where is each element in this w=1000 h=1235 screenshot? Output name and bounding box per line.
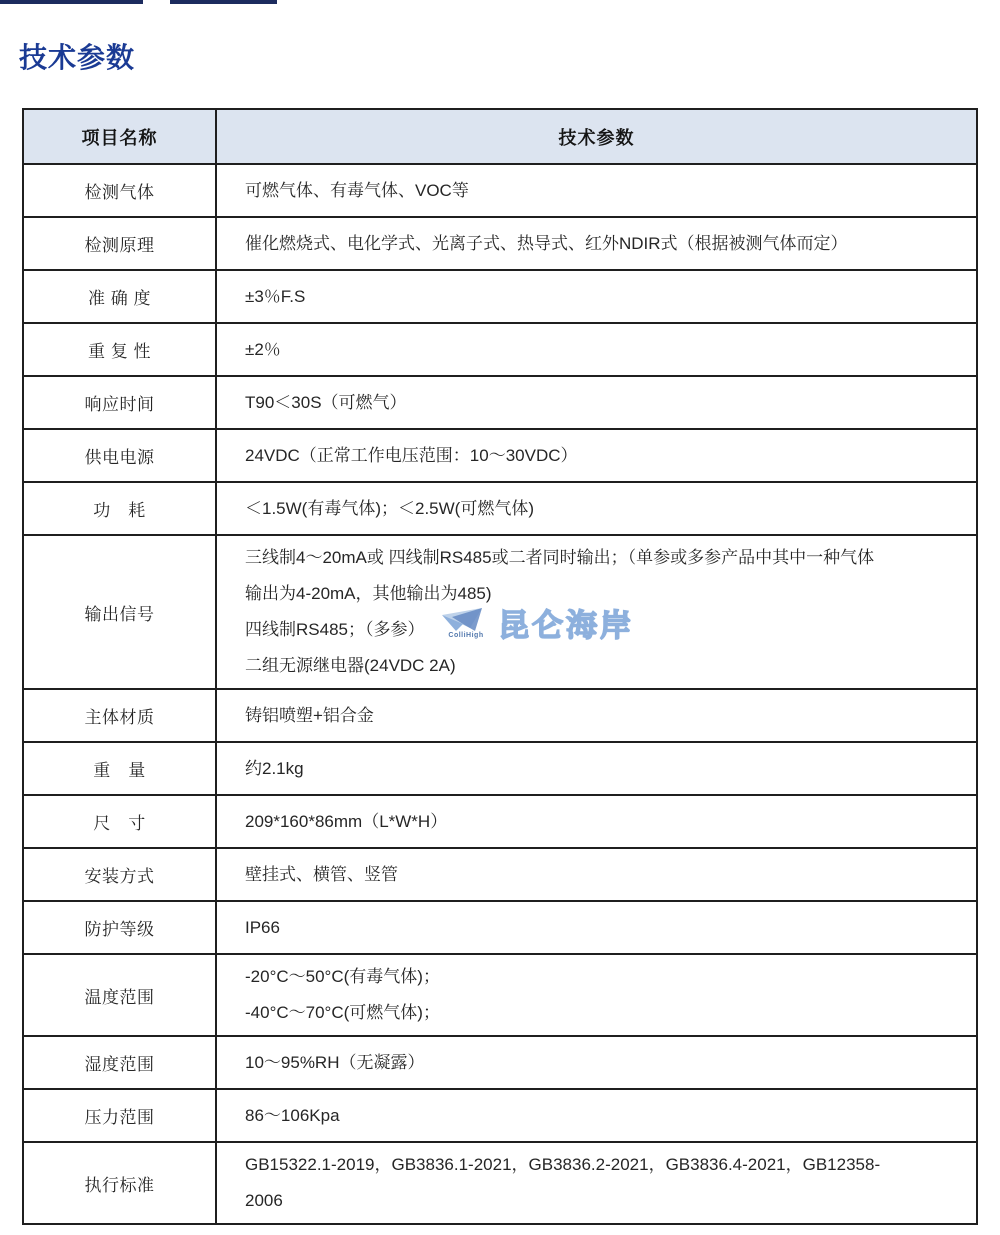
param-name-cell: 湿度范围 [23, 1036, 216, 1089]
param-name-cell: 检测气体 [23, 164, 216, 217]
table-row [23, 689, 977, 742]
param-name-cell: 功 耗 [23, 482, 216, 535]
param-name-cell: 准 确 度 [23, 270, 216, 323]
table-row [23, 323, 977, 376]
param-value-line: -20°C～50°C(有毒气体)； [245, 967, 440, 986]
cropped-header-artifact-left [0, 0, 143, 4]
table-row [23, 848, 977, 901]
param-value-line: 输出为4-20mA，其他输出为485) [245, 584, 492, 603]
param-value-line: ±3％F.S [245, 286, 306, 306]
param-name-cell: 输出信号 [23, 535, 216, 689]
param-value-line: T90＜30S（可燃气） [245, 392, 407, 412]
param-name-cell: 尺 寸 [23, 795, 216, 848]
table-row [23, 1036, 977, 1089]
param-value-line: 催化燃烧式、电化学式、光离子式、热导式、红外NDIR式（根据被测气体而定） [245, 233, 848, 253]
param-name-cell: 供电电源 [23, 429, 216, 482]
param-value-line: 86～106Kpa [245, 1105, 340, 1125]
column-header-tech-params: 技术参数 [216, 109, 977, 164]
param-value-line: 铸铝喷塑+铝合金 [245, 705, 374, 725]
param-value-cell [216, 535, 977, 689]
param-value-cell [216, 1089, 977, 1142]
header-row [23, 109, 977, 164]
param-value-cell [216, 1142, 977, 1224]
param-name-cell: 主体材质 [23, 689, 216, 742]
param-value-cell [216, 901, 977, 954]
column-header-item-name: 项目名称 [23, 109, 216, 164]
table-row [23, 429, 977, 482]
param-value-cell [216, 217, 977, 270]
table-row [23, 270, 977, 323]
param-name-cell: 响应时间 [23, 376, 216, 429]
spec-table-header [23, 109, 977, 164]
spec-table-body [23, 164, 977, 1224]
param-value-cell [216, 848, 977, 901]
table-row [23, 1089, 977, 1142]
collihigh-logo-subtext: ColliHigh [448, 631, 484, 639]
param-name-cell: 重 复 性 [23, 323, 216, 376]
param-name-cell: 重 量 [23, 742, 216, 795]
param-value-line: -40°C～70°C(可燃气体)； [245, 1003, 440, 1022]
table-row [23, 164, 977, 217]
table-row [23, 795, 977, 848]
param-name-cell: 检测原理 [23, 217, 216, 270]
param-value-cell [216, 429, 977, 482]
table-row [23, 901, 977, 954]
param-value-cell [216, 270, 977, 323]
param-value-cell [216, 376, 977, 429]
param-name-cell: 执行标准 [23, 1142, 216, 1224]
param-value-line: 10～95%RH（无凝露） [245, 1052, 425, 1072]
table-row [23, 217, 977, 270]
param-value-line: GB15322.1-2019，GB3836.1-2021，GB3836.2-2021，GB3836.4-2021，GB12358- [245, 1155, 881, 1174]
param-name-cell: 压力范围 [23, 1089, 216, 1142]
table-row [23, 742, 977, 795]
table-row [23, 535, 977, 689]
param-value-line: 可燃气体、有毒气体、VOC等 [245, 180, 469, 200]
spec-table [22, 108, 978, 1225]
table-row [23, 376, 977, 429]
param-value-cell [216, 323, 977, 376]
param-value-cell [216, 795, 977, 848]
param-value-line: 约2.1kg [245, 758, 304, 778]
param-value-cell [216, 482, 977, 535]
cropped-header-artifact-right [170, 0, 277, 4]
table-row [23, 954, 977, 1036]
page-title: 技术参数 [19, 42, 136, 73]
param-value-line: ＜1.5W(有毒气体)；＜2.5W(可燃气体) [245, 498, 534, 518]
watermark-brand-text: 昆仑海岸 [498, 608, 634, 643]
param-value-line: ±2％ [245, 339, 281, 359]
table-row [23, 482, 977, 535]
param-value-line: 2006 [245, 1191, 283, 1210]
param-value-line: 四线制RS485；（多参） [245, 620, 425, 639]
param-value-cell [216, 164, 977, 217]
param-value-cell [216, 689, 977, 742]
param-name-cell: 防护等级 [23, 901, 216, 954]
param-value-cell [216, 954, 977, 1036]
param-value-line: IP66 [245, 917, 280, 937]
param-value-line: 二组无源继电器(24VDC 2A) [245, 656, 456, 675]
param-name-cell: 安装方式 [23, 848, 216, 901]
param-value-cell [216, 1036, 977, 1089]
param-value-line: 209*160*86mm（L*W*H） [245, 811, 448, 831]
param-value-line: 壁挂式、横管、竖管 [245, 864, 398, 884]
param-value-line: 三线制4～20mA或 四线制RS485或二者同时输出；（单参或多参产品中其中一种气体 [245, 548, 875, 567]
table-row [23, 1142, 977, 1224]
param-value-line: 24VDC（正常工作电压范围：10～30VDC） [245, 445, 578, 465]
param-name-cell: 温度范围 [23, 954, 216, 1036]
param-value-cell [216, 742, 977, 795]
